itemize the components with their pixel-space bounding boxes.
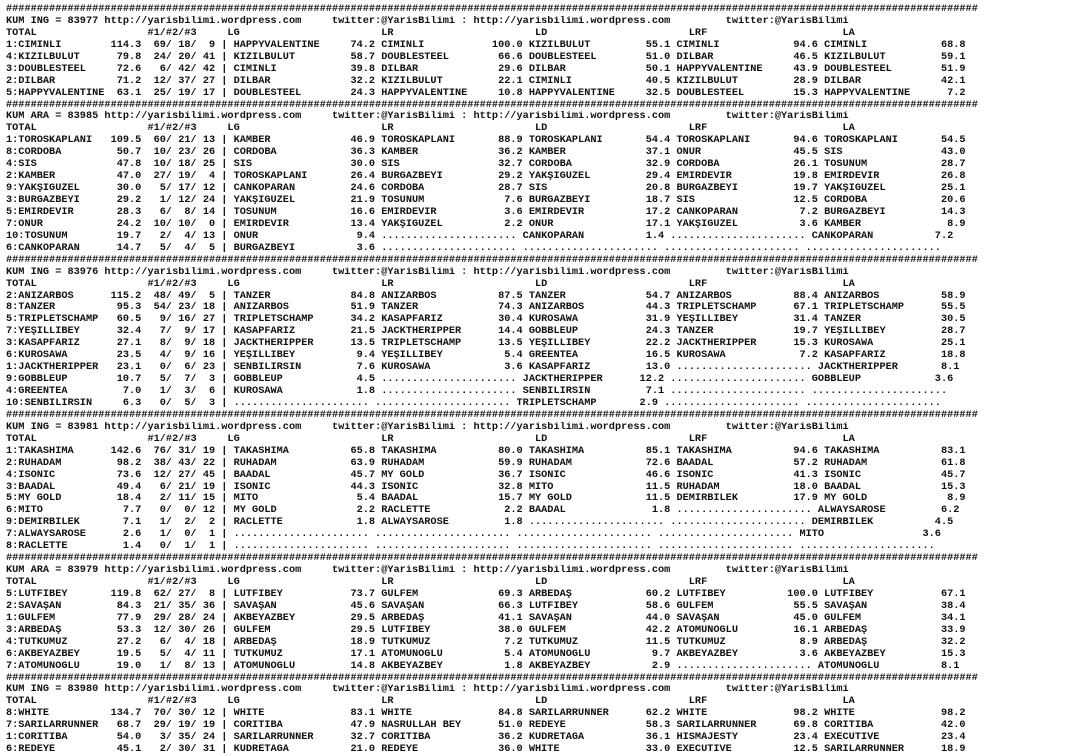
text-line: ############################################################################################################################################################## (6, 553, 978, 565)
text-line: 2:SAVAŞAN 84.3 21/ 35/ 36 | SAVAŞAN 45.6 SAVAŞAN 66.3 LÜTFİBEY 58.6 GÜLFEM 55.5 SAVAŞAN 38.4 (6, 600, 966, 612)
text-line: 5:EMİRDEVİR 28.3 6/ 8/ 14 | TOSUNUM 16.6 EMİRDEVİR 3.6 EMİRDEVİR 17.2 CANKOPARAN 7.2 BURGAZBEYİ 14.3 (6, 206, 966, 218)
text-line: KUM ING = 83977 http://yarisbilimi.wordpress.com twitter:@YarisBilimi : http://yarisbilimi.wordpress.com twitter:@YarisBilimi (6, 15, 849, 27)
text-line: 7:ATOMUNOĞLU 19.0 1/ 8/ 13 | ATOMUNOĞLU 14.8 AKBEYAZBEY 1.8 AKBEYAZBEY 2.9 ...................... ATOMUNOĞLU 8.1 (6, 660, 960, 672)
text-line: 3:DOUBLESTEEL 72.6 6/ 42/ 42 | CİMİNLİ 39.8 DİLBAR 29.6 DİLBAR 50.1 HAPPYVALENTINE 43.9 DOUBLESTEEL 51.9 (6, 63, 966, 75)
text-line: ############################################################################################################################################################## (6, 4, 978, 15)
text-line: 4:SİS 47.8 10/ 18/ 25 | SİS 30.0 SİS 32.7 CORDOBA 32.9 CORDOBA 26.1 TOSUNUM 28.7 (6, 159, 966, 171)
text-line: 10:SENBİLİRSİN 6.3 0/ 5/ 3 | ...................... ...................... TRIPLETSCHAMP 2.9 ...................... ...................... (6, 397, 941, 409)
text-line: 1:TAKASHIMA 142.6 76/ 31/ 19 | TAKASHIMA 65.8 TAKASHIMA 80.0 TAKASHIMA 85.1 TAKASHIMA 94.6 TAKASHIMA 83.1 (6, 445, 966, 457)
text-line: 9:YAKŞIGÜZEL 30.0 5/ 17/ 12 | CANKOPARAN 24.6 CORDOBA 28.7 SİS 20.8 BURGAZBEYİ 19.7 YAKŞIGÜZEL 25.1 (6, 183, 966, 195)
text-line: 5:TRIPLETSCHAMP 60.5 9/ 16/ 27 | TRIPLETSCHAMP 34.2 KASAPFARİZ 30.4 KUROSAWA 31.9 YEŞİLLİBEY 31.4 TANZER 30.5 (6, 314, 966, 326)
text-line: ############################################################################################################################################################## (6, 99, 978, 111)
text-line: 2:DİLBAR 71.2 12/ 37/ 27 | DİLBAR 32.2 KIZILBULUT 22.1 CİMİNLİ 40.5 KIZILBULUT 28.9 DİLBAR 42.1 (6, 75, 966, 87)
text-line: TOTAL #1/#2/#3 LG LR LD LRF LA (6, 278, 855, 290)
text-line: 3:ARBEDAŞ 53.3 12/ 30/ 26 | GÜLFEM 29.5 LÜTFİBEY 38.0 GÜLFEM 42.2 ATOMUNOĞLU 16.1 ARBEDAŞ 33.9 (6, 624, 966, 636)
text-line: 2:ANIZARBOS 115.2 48/ 49/ 5 | TANZER 84.8 ANIZARBOS 87.5 TANZER 54.7 ANIZARBOS 88.4 ANIZARBOS 58.9 (6, 290, 966, 302)
text-line: 5:MY GOLD 18.4 2/ 11/ 15 | MİTO 5.4 BAADAL 15.7 MY GOLD 11.5 DEMİRBİLEK 17.9 MY GOLD 8.9 (6, 493, 966, 505)
text-line: 9:DEMİRBİLEK 7.1 1/ 2/ 2 | RACLETTE 1.8 ALWAYSAROSE 1.8 ...................... ...................... DEMİRBİLEK 4.5 (6, 517, 954, 529)
text-line: 1:CİMİNLİ 114.3 69/ 18/ 9 | HAPPYVALENTINE 74.2 CİMİNLİ 100.0 KIZILBULUT 55.1 CİMİNLİ 94.6 CİMİNLİ 68.8 (6, 39, 966, 51)
text-line: 2:RUHADAM 98.2 38/ 43/ 22 | RUHADAM 63.9 RUHADAM 59.9 RUHADAM 72.6 BAADAL 57.2 RUHADAM 61.8 (6, 457, 966, 469)
text-line: TOTAL #1/#2/#3 LG LR LD LRF LA (6, 123, 855, 135)
text-line: 6:MİTO 7.7 0/ 0/ 12 | MY GOLD 2.2 RACLETTE 2.2 BAADAL 1.8 ...................... ALWAYSAROSE 6.2 (6, 505, 960, 517)
text-line: TOTAL #1/#2/#3 LG LR LD LRF LA (6, 577, 855, 588)
text-line: 4:ISONIC 73.6 12/ 27/ 45 | BAADAL 45.7 MY GOLD 36.7 ISONIC 46.6 ISONIC 41.3 ISONIC 45.7 (6, 469, 966, 481)
text-line: 8:RACLETTE 1.4 0/ 1/ 1 | ...................... ...................... ...................... ...................... ...................... (6, 541, 935, 553)
text-line: 6:REDEYE 45.1 2/ 30/ 31 | KUDRETAĞA 21.0 REDEYE 36.0 WHITE 33.0 EXECUTIVE 12.5 SARILARRUNNER 18.9 (6, 744, 966, 756)
text-line: 1:TOROSKAPLANI 109.5 60/ 21/ 13 | KAMBER 46.9 TOROSKAPLANI 88.9 TOROSKAPLANI 54.4 TOROSKAPLANI 94.6 TOROSKAPLANI 54.5 (6, 135, 966, 147)
text-line: ############################################################################################################################################################## (6, 254, 978, 266)
text-line: ############################################################################################################################################################## (6, 672, 978, 684)
text-line: ############################################################################################################################################################## (6, 409, 978, 421)
text-line: 7:YEŞİLLİBEY 32.4 7/ 9/ 17 | KASAPFARİZ 21.5 JACKTHERIPPER 14.4 GOBBLEUP 24.3 TANZER 19.7 YEŞİLLİBEY 28.7 (6, 326, 966, 338)
text-line: 8:WHITE 134.7 70/ 30/ 12 | WHITE 83.1 WHITE 84.8 SARILARRUNNER 62.2 WHITE 98.2 WHITE 98.2 (6, 708, 966, 720)
text-line: 5:HAPPYVALENTINE 63.1 25/ 19/ 17 | DOUBLESTEEL 24.3 HAPPYVALENTINE 10.8 HAPPYVALENTINE 32.5 DOUBLESTEEL 15.3 HAPPYVALENTINE 7.2 (6, 87, 966, 99)
text-line: 6:CANKOPARAN 14.7 5/ 4/ 5 | BURGAZBEYİ 3.6 ...................... ...................... ...................... ...................... (6, 242, 941, 254)
text-line: 8:TANZER 95.3 54/ 23/ 18 | ANIZARBOS 51.9 TANZER 74.3 ANIZARBOS 44.3 TRIPLETSCHAMP 67.1 TRIPLETSCHAMP 55.5 (6, 302, 966, 314)
text-line: KUM ING = 83981 http://yarisbilimi.wordpress.com twitter:@YarisBilimi : http://yarisbilimi.wordpress.com twitter:@YarisBilimi (6, 421, 849, 433)
text-line: 7:SARILARRUNNER 68.7 29/ 19/ 19 | CORITIBA 47.9 NASRULLAH BEY 51.0 REDEYE 58.3 SARILARRUNNER 69.8 CORITIBA 42.0 (6, 720, 966, 732)
text-line: 8:CORDOBA 50.7 10/ 23/ 26 | CORDOBA 36.3 KAMBER 36.2 KAMBER 37.1 ONUR 45.5 SİS 43.0 (6, 147, 966, 159)
text-line: TOTAL #1/#2/#3 LG LR LD LRF LA (6, 696, 855, 708)
text-line: 4:GREENTEA 7.0 1/ 3/ 6 | KUROSAWA 1.8 ...................... SENBİLİRSİN 7.1 ...................... ...................... (6, 386, 948, 397)
text-line: KUM ING = 83980 http://yarisbilimi.wordpress.com twitter:@YarisBilimi : http://yarisbilimi.wordpress.com twitter:@YarisBilimi (6, 684, 849, 696)
text-line: 3:BAADAL 49.4 6/ 21/ 19 | ISONIC 44.3 ISONIC 32.8 MİTO 11.5 RUHADAM 18.0 BAADAL 15.3 (6, 481, 966, 493)
text-line: 1:GÜLFEM 77.9 29/ 28/ 24 | AKBEYAZBEY 29.5 ARBEDAŞ 41.1 SAVAŞAN 44.0 SAVAŞAN 45.0 GÜLFEM 34.1 (6, 612, 966, 624)
text-line: 6:KUROSAWA 23.5 4/ 9/ 16 | YEŞİLLİBEY 9.4 YEŞİLLİBEY 5.4 GREENTEA 16.5 KUROSAWA 7.2 KASAPFARİZ 18.8 (6, 350, 966, 362)
text-line: 6:AKBEYAZBEY 19.5 5/ 4/ 11 | TUTKUMUZ 17.1 ATOMUNOĞLU 5.4 ATOMUNOĞLU 9.7 AKBEYAZBEY 3.6 AKBEYAZBEY 15.3 (6, 648, 966, 660)
text-line: 3:KASAPFARİZ 27.1 8/ 9/ 18 | JACKTHERIPPER 13.5 TRIPLETSCHAMP 13.5 YEŞİLLİBEY 22.2 JACKTHERIPPER 15.3 KUROSAWA 25.1 (6, 338, 966, 350)
text-line: TOTAL #1/#2/#3 LG LR LD LRF LA (6, 433, 855, 445)
text-line: 7:ONUR 24.2 10/ 10/ 0 | EMİRDEVİR 13.4 YAKŞIGÜZEL 2.2 ONUR 17.1 YAKŞIGÜZEL 3.6 KAMBER 8.9 (6, 218, 966, 230)
text-line: KUM ING = 83976 http://yarisbilimi.wordpress.com twitter:@YarisBilimi : http://yarisbilimi.wordpress.com twitter:@YarisBilimi (6, 266, 849, 278)
text-line: 1:CORITIBA 54.0 3/ 35/ 24 | SARILARRUNNER 32.7 CORITIBA 36.2 KUDRETAĞA 36.1 HISMAJESTY 23.4 EXECUTIVE 23.4 (6, 732, 966, 744)
text-line: 9:GOBBLEUP 10.7 5/ 7/ 3 | GOBBLEUP 4.5 ...................... JACKTHERIPPER 12.2 ...................... GOBBLEUP 3.6 (6, 374, 954, 386)
text-line: KUM ARA = 83979 http://yarisbilimi.wordpress.com twitter:@YarisBilimi : http://yarisbilimi.wordpress.com twitter:@YarisBilimi (6, 565, 849, 577)
text-line: 3:BURGAZBEYİ 29.2 1/ 12/ 24 | YAKŞIGÜZEL 21.9 TOSUNUM 7.6 BURGAZBEYİ 18.7 SİS 12.5 CORDOBA 20.6 (6, 195, 966, 206)
text-line: 7:ALWAYSAROSE 2.6 1/ 0/ 1 | ...................... ...................... ...................... ...................... MİTO 3.6 (6, 529, 941, 541)
text-line: TOTAL #1/#2/#3 LG LR LD LRF LA (6, 27, 855, 39)
text-line: 4:TUTKUMUZ 27.2 6/ 4/ 18 | ARBEDAŞ 18.9 TUTKUMUZ 7.2 TUTKUMUZ 11.5 TUTKUMUZ 8.9 ARBEDAŞ 32.2 (6, 636, 966, 648)
text-line: 2:KAMBER 47.0 27/ 19/ 4 | TOROSKAPLANI 26.4 BURGAZBEYİ 29.2 YAKŞIGÜZEL 29.4 EMİRDEVİR 19.8 EMİRDEVİR 26.8 (6, 171, 966, 183)
text-line: KUM ARA = 83985 http://yarisbilimi.wordpress.com twitter:@YarisBilimi : http://yarisbilimi.wordpress.com twitter:@YarisBilimi (6, 111, 849, 123)
text-line: 4:KIZILBULUT 79.8 24/ 20/ 41 | KIZILBULUT 58.7 DOUBLESTEEL 66.6 DOUBLESTEEL 51.0 DİLBAR 46.5 KIZILBULUT 59.1 (6, 51, 966, 63)
text-line: 10:TOSUNUM 19.7 2/ 4/ 13 | ONUR 9.4 ...................... CANKOPARAN 1.4 ...................... CANKOPARAN 7.2 (6, 230, 954, 242)
text-line: 1:JACKTHERIPPER 23.1 0/ 6/ 23 | SENBİLİRSİN 7.6 KUROSAWA 3.6 KASAPFARİZ 13.0 ...................... JACKTHERIPPER 8.1 (6, 362, 960, 374)
text-line: 5:LÜTFİBEY 119.8 62/ 27/ 8 | LÜTFİBEY 73.7 GÜLFEM 69.3 ARBEDAŞ 60.2 LÜTFİBEY 100.0 LÜTFİBEY 67.1 (6, 588, 966, 600)
